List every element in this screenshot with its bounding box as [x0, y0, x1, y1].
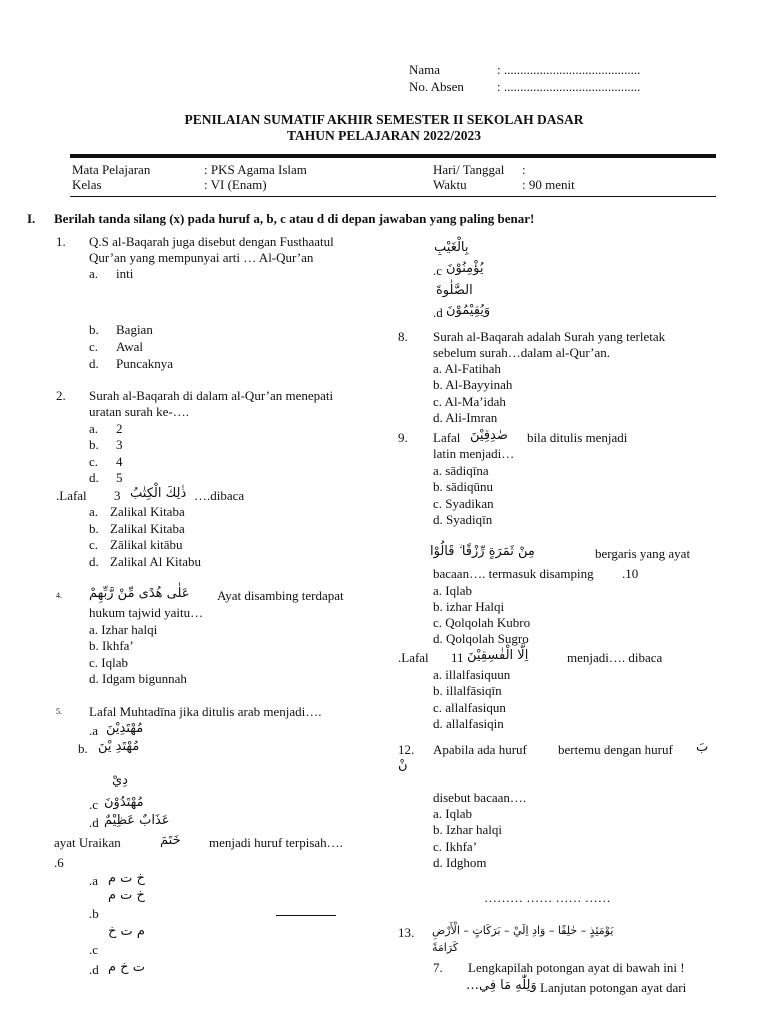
q6-prefix: ayat Uraikan [54, 835, 121, 850]
section-instruction: Berilah tanda silang (x) pada huruf a, b, c atau d di depan jawaban yang paling benar! [54, 211, 535, 226]
hari-label: Hari/ Tanggal [433, 162, 505, 177]
q2-number: 2. [56, 388, 66, 403]
q6-option-d[interactable]: ت خ م [108, 960, 145, 975]
q4-text-2: hukum tajwid yaitu… [89, 605, 204, 620]
q5-option-d-label: .d [89, 815, 99, 830]
nama-value[interactable]: : .......................................... [497, 62, 641, 77]
q10-option-d[interactable]: d. Qolqolah Sugro [433, 631, 529, 646]
q4-option-b[interactable]: b. Ikhfa’ [89, 638, 134, 653]
q10-option-a[interactable]: a. Iqlab [433, 583, 472, 598]
q1-option-c[interactable]: Awal [116, 339, 143, 354]
q8-number: 8. [398, 329, 408, 344]
header-divider-bottom [70, 196, 716, 197]
q3-option-b-label: b. [89, 521, 99, 536]
q5-number: 5. [56, 707, 62, 716]
q5-option-d[interactable]: عَذَابٌ عَظِيْمٌ [104, 813, 170, 828]
q2-text-2: uratan surah ke-…. [89, 404, 189, 419]
exam-title: PENILAIAN SUMATIF AKHIR SEMESTER II SEKOLAH DASAR [184, 112, 584, 127]
q5-text: Lafal Muhtadīna jika ditulis arab menjadi…. [89, 704, 322, 719]
q6-option-c-label: .c [89, 942, 99, 957]
q9-option-d[interactable]: d. Syadiqīn [433, 512, 493, 527]
q12-text-2: disebut bacaan…. [433, 790, 527, 805]
waktu-label: Waktu [433, 177, 467, 192]
section-number: I. [27, 211, 36, 226]
q11-option-c[interactable]: c. allalfasiqun [433, 700, 506, 715]
q5-option-a-label: .a [89, 723, 99, 738]
q12-mid: bertemu dengan huruf [558, 742, 673, 757]
q2-option-a-label: a. [89, 421, 99, 436]
q11-option-d[interactable]: d. allalfasiqin [433, 716, 504, 731]
q8-option-d[interactable]: d. Ali-Imran [433, 410, 498, 425]
q5-option-c-label: .c [89, 797, 99, 812]
q3-option-a[interactable]: Zalikal Kitaba [110, 504, 185, 519]
q6-option-a[interactable]: خ ت م [108, 871, 145, 886]
q8-text-2: sebelum surah…dalam al-Qur’an. [433, 345, 611, 360]
q11-suffix: menjadi…. dibaca [567, 650, 663, 665]
q5-option-c[interactable]: مُهْتَدُوْنَ [104, 795, 144, 810]
q9-suffix: bila ditulis menjadi [527, 430, 628, 445]
q5-option-b-label: b. [78, 741, 88, 756]
q10-option-b[interactable]: b. izhar Halqi [433, 599, 505, 614]
q7-option-c-label: .c [433, 263, 443, 278]
q13-number: 13. [398, 925, 415, 940]
q10-number: .10 [622, 566, 639, 581]
q3-suffix: ….dibaca [194, 488, 245, 503]
q2-text: Surah al-Baqarah di dalam al-Qur’an menepati [89, 388, 334, 403]
part2-text: Lanjutan potongan ayat dari [540, 980, 687, 995]
q11-arabic: اِلَّا الْفٰسِقِيْنَ [467, 648, 529, 663]
q12-option-c[interactable]: c. Ikhfa’ [433, 839, 478, 854]
mapel-value: : PKS Agama Islam [204, 162, 307, 177]
q12-option-d[interactable]: d. Idghom [433, 855, 487, 870]
q1-text: Q.S al-Baqarah juga disebut dengan Fusthaatul [89, 234, 334, 249]
q6-option-c[interactable]: م ت خ [108, 924, 145, 939]
q12-arabic-2: بَ [696, 740, 709, 755]
q4-option-d[interactable]: d. Idgam bigunnah [89, 671, 187, 686]
q4-option-a[interactable]: a. Izhar halqi [89, 622, 158, 637]
q11-option-a[interactable]: a. illalfasiquun [433, 667, 511, 682]
q9-option-a[interactable]: a. sādiqīna [433, 463, 489, 478]
q6-suffix: menjadi huruf terpisah…. [209, 835, 343, 850]
q8-option-c[interactable]: c. Al-Ma’idah [433, 394, 506, 409]
q13-word-bank: يَوْمَئِذٍ – حٰلِقًا – وَادِ اِلَيْ – بَرَكَاتٍ – الْأَرْضِ [432, 924, 614, 937]
q7-option-a[interactable]: بِالْغَيْبِ [434, 240, 469, 255]
part2-number: 7. [433, 960, 443, 975]
q6-option-b-label: .b [89, 906, 99, 921]
q9-option-b[interactable]: b. sādiqūnu [433, 479, 493, 494]
q3-prefix: .Lafal [56, 488, 87, 503]
q1-option-a[interactable]: inti [116, 266, 134, 281]
fill-blank-lines[interactable]: ……… …… …… …… [484, 890, 611, 905]
q3-option-d[interactable]: Zalikal Al Kitabu [110, 554, 201, 569]
q4-arabic: عَلٰى هُدًى مِّنْ رَّبِّهِمْ [89, 586, 190, 601]
q2-option-b-label: b. [89, 437, 99, 452]
q9-arabic: صٰدِقِيْنَ [470, 428, 508, 443]
q7-option-b[interactable]: الصَّلٰوةَ [436, 283, 473, 298]
q5-option-a[interactable]: مُهْتَدِيْنَ [106, 721, 144, 736]
q11-prefix: .Lafal [398, 650, 429, 665]
q12-arabic-1: نْ [398, 758, 408, 773]
q10-option-c[interactable]: c. Qolqolah Kubro [433, 615, 531, 630]
q9-number: 9. [398, 430, 408, 445]
waktu-value: : 90 menit [522, 177, 575, 192]
q1-option-c-label: c. [89, 339, 99, 354]
q6-arabic: خَتَمَ [160, 833, 181, 848]
q2-option-b[interactable]: 3 [116, 437, 123, 452]
q12-number: 12. [398, 742, 415, 757]
q7-option-d-label: .d [433, 305, 443, 320]
q13-word-bank-2: كَرَامَةً [432, 941, 459, 954]
q2-option-d[interactable]: 5 [116, 470, 123, 485]
q3-option-b[interactable]: Zalikal Kitaba [110, 521, 185, 536]
mapel-label: Mata Pelajaran [72, 162, 151, 177]
q1-option-b[interactable]: Bagian [116, 322, 153, 337]
q5-option-b[interactable]: مُهْتَدِ يْنَ [98, 739, 140, 754]
q3-arabic: ذٰلِكَ الْكِتٰبُ [130, 486, 187, 501]
q9-text-2: latin menjadi… [433, 446, 515, 461]
q3-number: 3 [114, 488, 121, 503]
q9-prefix: Lafal [433, 430, 461, 445]
q1-number: 1. [56, 234, 66, 249]
q2-option-d-label: d. [89, 470, 99, 485]
q10-text-2: bacaan…. termasuk disamping [433, 566, 594, 581]
q4-option-c[interactable]: c. Iqlab [89, 655, 128, 670]
q11-option-b[interactable]: b. illalfāsiqīn [433, 683, 502, 698]
q12-option-a[interactable]: a. Iqlab [433, 806, 472, 821]
q3-option-d-label: d. [89, 554, 99, 569]
q6-option-b[interactable]: خ ت م [108, 888, 145, 903]
header-divider-top [70, 154, 716, 158]
q6-option-d-label: .d [89, 962, 99, 977]
q8-text: Surah al-Baqarah adalah Surah yang terletak [433, 329, 666, 344]
nama-label: Nama [409, 62, 441, 77]
q4-number: 4. [56, 591, 62, 600]
q3-option-c[interactable]: Zālikal kitābu [110, 537, 183, 552]
q9-option-c[interactable]: c. Syadikan [433, 496, 494, 511]
q12-option-b[interactable]: b. Izhar halqi [433, 822, 502, 837]
kelas-value: : VI (Enam) [204, 177, 267, 192]
q7-option-d[interactable]: وَيُقِيْمُوْنَ [446, 303, 491, 318]
q2-option-a[interactable]: 2 [116, 421, 123, 436]
q1-text-2: Qur’an yang mempunyai arti … Al-Qur’an [89, 250, 314, 265]
kelas-label: Kelas [72, 177, 102, 192]
q8-option-a[interactable]: a. Al-Fatihah [433, 361, 501, 376]
q6-answer-line[interactable] [276, 903, 336, 916]
part2-instruction: Lengkapilah potongan ayat di bawah ini ! [468, 960, 685, 975]
q8-option-b[interactable]: b. Al-Bayyinah [433, 377, 513, 392]
q6-number: .6 [54, 855, 64, 870]
absen-value[interactable]: : .......................................... [497, 79, 641, 94]
q6-option-a-label: .a [89, 873, 99, 888]
q10-text: bergaris yang ayat [595, 546, 691, 561]
q7-option-c[interactable]: يُؤْمِنُوْنَ [446, 261, 484, 276]
q1-option-d-label: d. [89, 356, 99, 371]
absen-label: No. Absen [409, 79, 464, 94]
q5-option-b-extra: دِيْ [112, 773, 128, 788]
q4-text: Ayat disambing terdapat [217, 588, 344, 603]
q11-number: 11 [451, 650, 464, 665]
q1-option-b-label: b. [89, 322, 99, 337]
q12-text: Apabila ada huruf [433, 742, 527, 757]
q2-option-c-label: c. [89, 454, 99, 469]
q1-option-a-label: a. [89, 266, 99, 281]
exam-year: TAHUN PELAJARAN 2022/2023 [286, 128, 481, 143]
hari-value: : [522, 162, 526, 177]
q2-option-c[interactable]: 4 [116, 454, 123, 469]
q3-option-c-label: c. [89, 537, 99, 552]
part2-arabic: وَلِلّٰهِ مَا فِي… [466, 978, 537, 993]
q3-option-a-label: a. [89, 504, 99, 519]
q1-option-d[interactable]: Puncaknya [116, 356, 174, 371]
q10-arabic: مِنْ ثَمَرَةٍ رِّزْقًا ۙ قَالُوْا [430, 544, 535, 559]
